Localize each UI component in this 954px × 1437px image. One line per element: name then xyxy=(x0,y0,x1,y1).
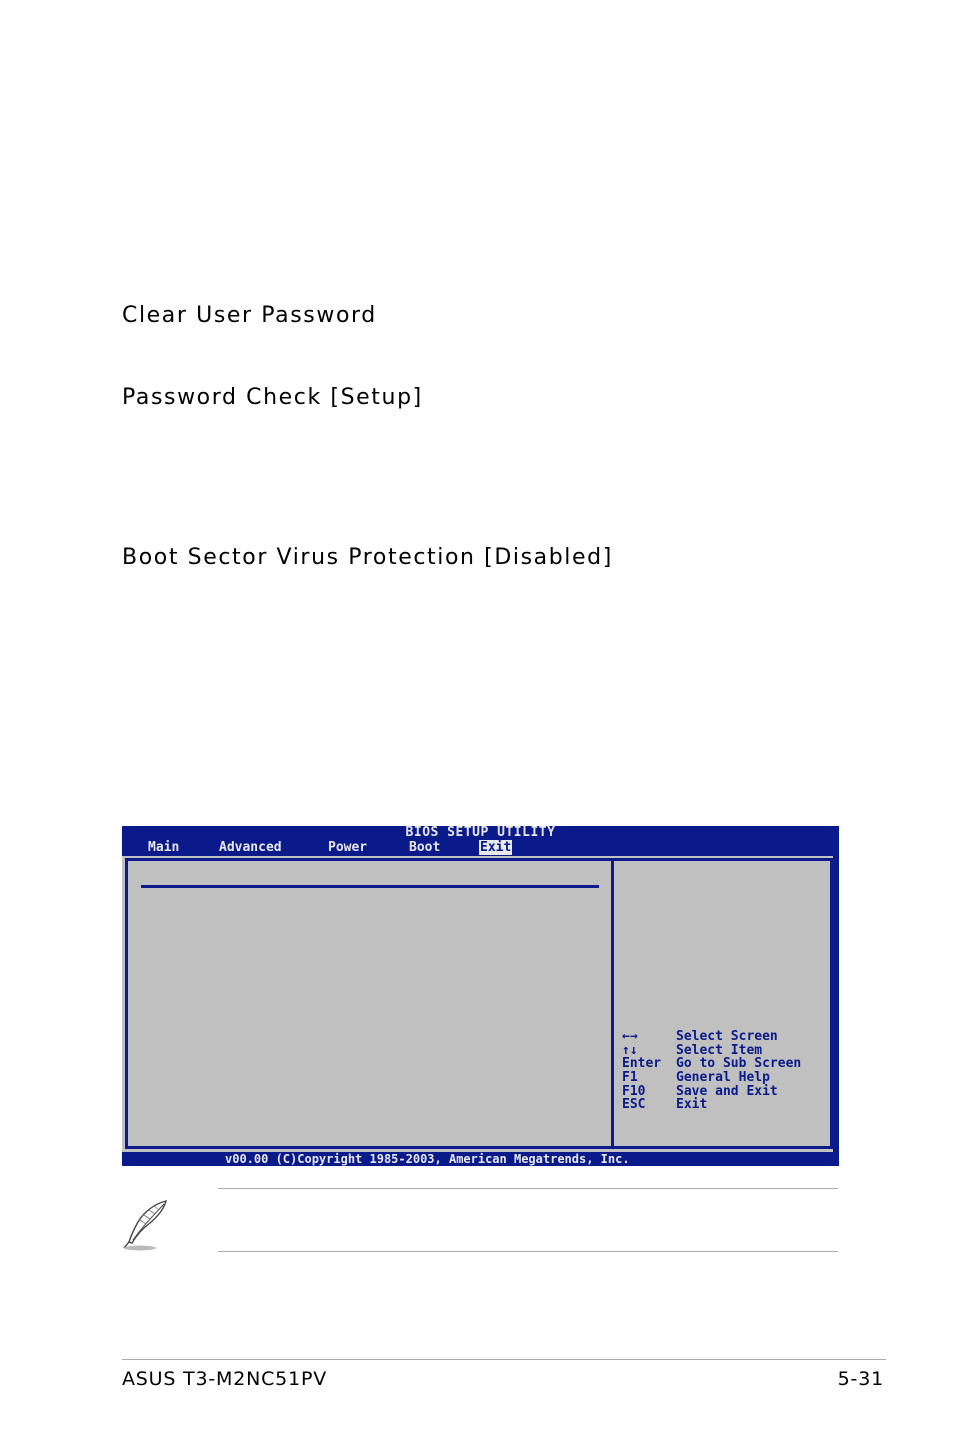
feather-pen-icon xyxy=(120,1198,172,1252)
heading-password-check: Password Check [Setup] xyxy=(122,385,423,410)
heading-clear-user-password: Clear User Password xyxy=(122,303,377,328)
menu-tab-boot[interactable]: Boot xyxy=(409,840,441,855)
bios-copyright: v00.00 (C)Copyright 1985-2003, American Megatrends, Inc. xyxy=(225,1152,630,1166)
help-desc: Select Item xyxy=(676,1042,763,1058)
bios-header-bar xyxy=(122,826,839,856)
pane-divider xyxy=(141,885,599,888)
help-key: ESC xyxy=(622,1097,646,1113)
note-rule-top xyxy=(218,1188,838,1189)
footer-page-number: 5-31 xyxy=(837,1368,884,1390)
help-desc: General Help xyxy=(676,1070,770,1086)
help-desc: Go to Sub Screen xyxy=(676,1056,802,1072)
note-rule-bottom xyxy=(218,1251,838,1252)
menu-tab-power[interactable]: Power xyxy=(328,840,368,855)
menu-tab-main[interactable]: Main xyxy=(148,840,180,855)
bios-main-pane xyxy=(125,858,614,1149)
help-desc: Save and Exit xyxy=(676,1083,778,1099)
menu-tab-advanced[interactable]: Advanced xyxy=(219,840,282,855)
heading-boot-sector-virus-protection: Boot Sector Virus Protection [Disabled] xyxy=(122,545,613,570)
help-desc: Exit xyxy=(676,1097,708,1113)
footer-rule xyxy=(122,1359,886,1360)
bios-screen xyxy=(122,826,839,1166)
help-key: F1 xyxy=(622,1070,638,1086)
help-key: Enter xyxy=(622,1056,662,1072)
bios-title: BIOS SETUP UTILITY xyxy=(405,825,556,840)
footer-product-name: ASUS T3-M2NC51PV xyxy=(122,1368,328,1390)
help-key: ↑↓ xyxy=(622,1042,638,1058)
help-key: ←→ xyxy=(622,1029,638,1044)
bios-footer-bar xyxy=(122,1152,839,1166)
bios-border-right xyxy=(833,856,839,1152)
menu-tab-exit[interactable]: Exit xyxy=(480,840,512,855)
help-desc: Select Screen xyxy=(676,1029,778,1044)
help-key: F10 xyxy=(622,1083,646,1099)
